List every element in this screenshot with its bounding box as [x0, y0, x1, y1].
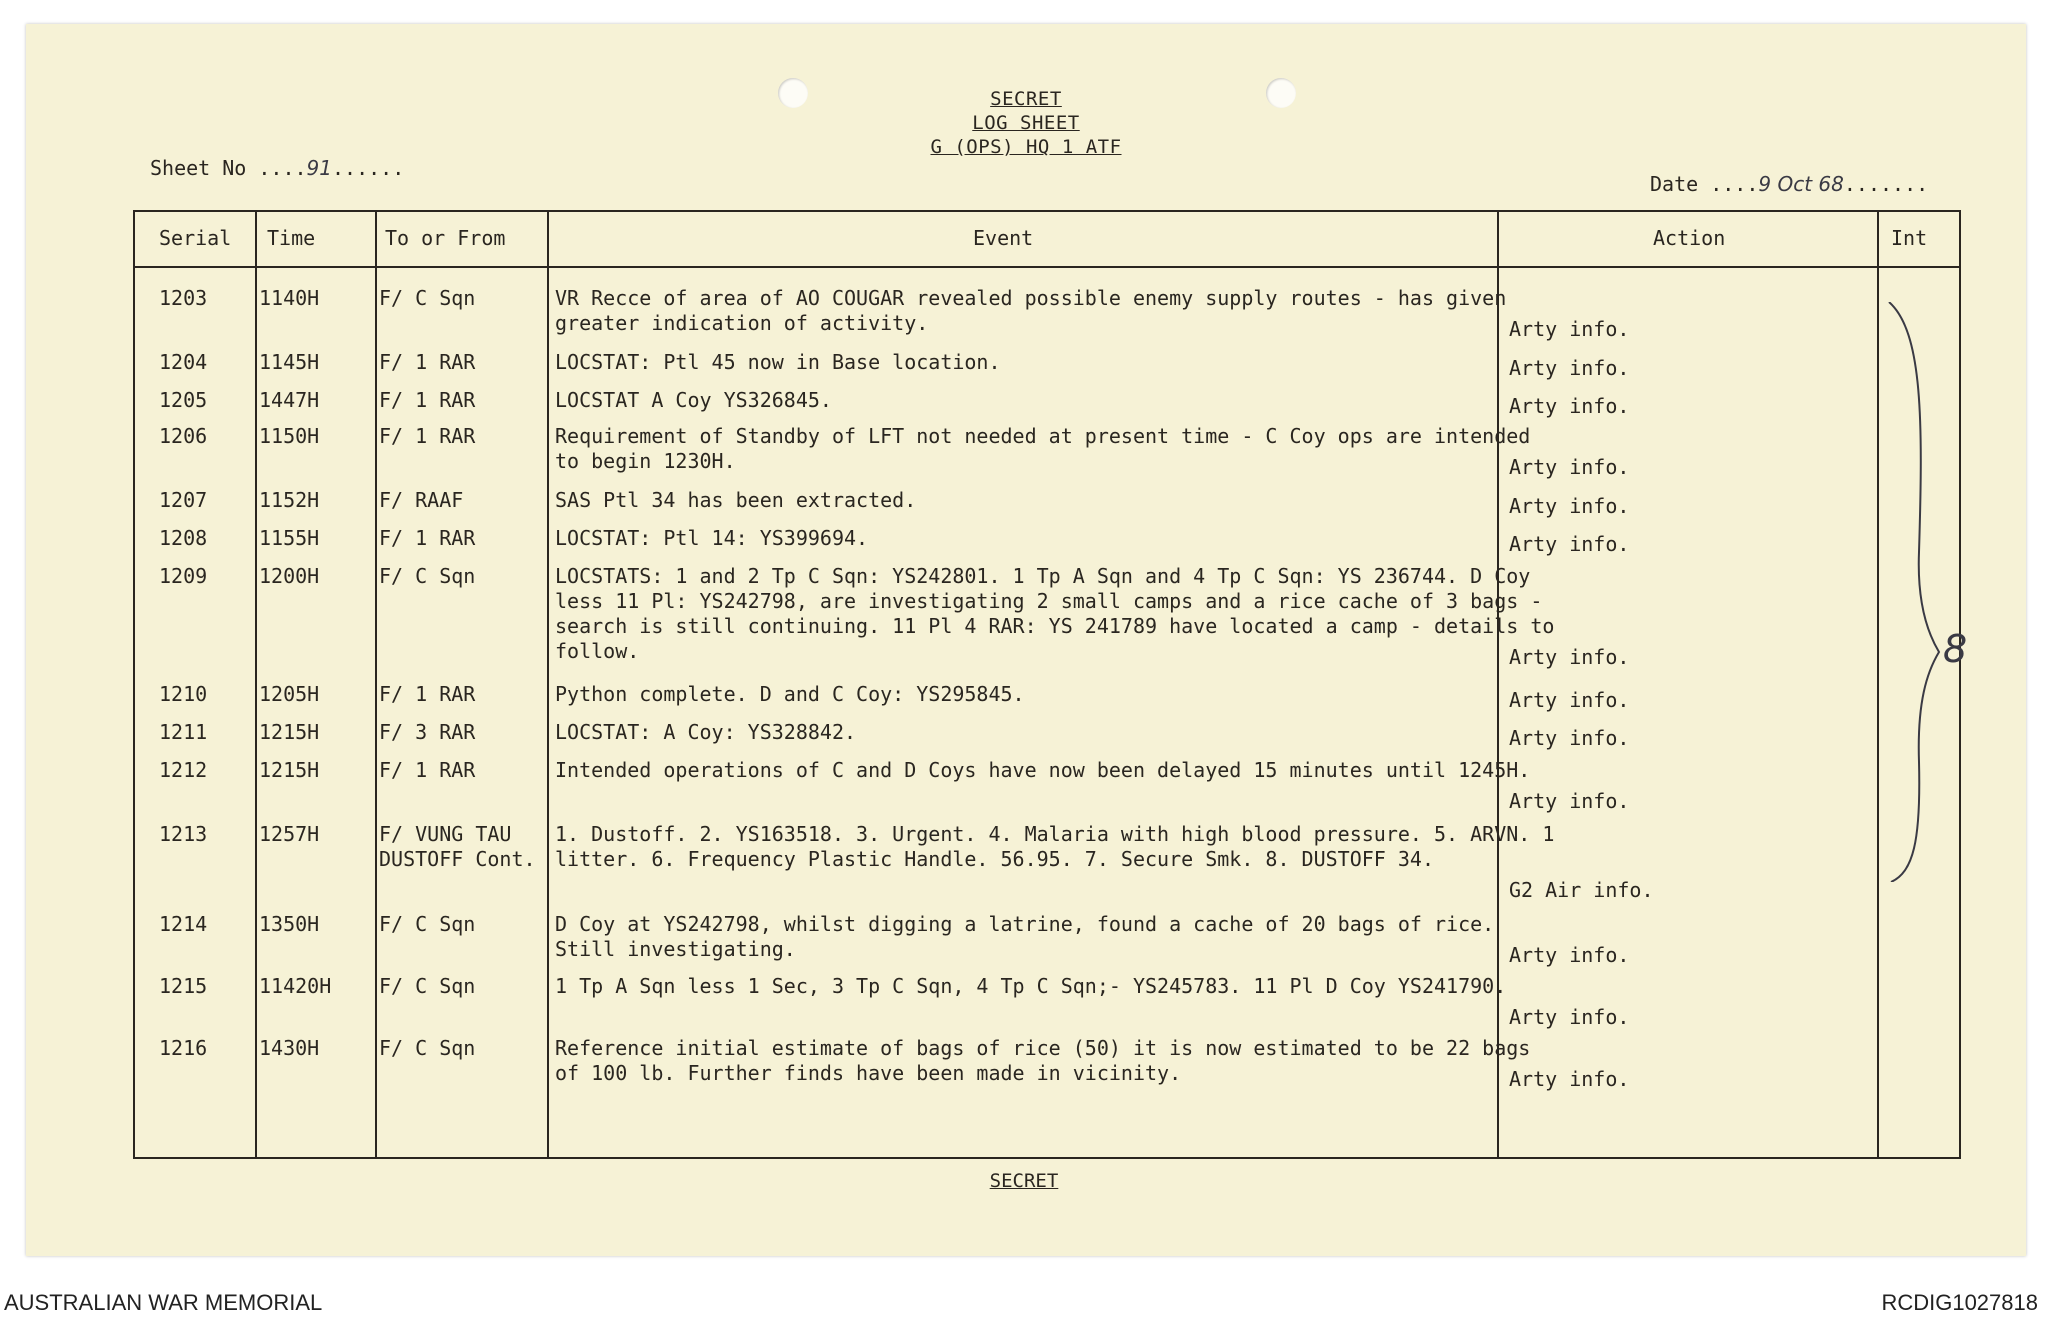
row-event: 1. Dustoff. 2. YS163518. 3. Urgent. 4. Malaria with high blood pressure. 5. ARVN. 1 litter. 6. Frequency Plastic Handle. 56.95. 7. Secure Smk. 8. DUSTOFF 34. [555, 822, 1555, 871]
row-action: Arty info. [1509, 726, 1630, 750]
date-label: Date [1650, 172, 1699, 196]
row-serial: 1207 [159, 488, 208, 512]
sheet-title: LOG SHEET [972, 112, 1080, 134]
row-event: D Coy at YS242798, whilst digging a latrine, found a cache of 20 bags of rice. Still investigating. [555, 912, 1495, 961]
row-from: F/ RAAF [379, 488, 464, 512]
row-from: F/ 1 RAR [379, 388, 476, 412]
row-serial: 1210 [159, 682, 208, 706]
row-time: 1430H [259, 1036, 320, 1060]
row-from: F/ C Sqn [379, 286, 476, 310]
classification-footer: SECRET [989, 1170, 1059, 1192]
credit-left: AUSTRALIAN WAR MEMORIAL [4, 1290, 323, 1315]
row-time: 1200H [259, 564, 320, 588]
row-serial: 1214 [159, 912, 208, 936]
row-time: 1152H [259, 488, 320, 512]
row-time: 1350H [259, 912, 320, 936]
row-from: F/ VUNG TAU DUSTOFF Cont. [379, 822, 536, 871]
row-event: LOCSTATS: 1 and 2 Tp C Sqn: YS242801. 1 Tp A Sqn and 4 Tp C Sqn: YS 236744. D Coy less 11 Pl: YS242798, are investigating 2 small camps and a rice cache of 3 bags - search is still continuing. 11 Pl 4 RAR: YS 241789 have located a camp - details to follow. [555, 564, 1555, 663]
row-event: 1 Tp A Sqn less 1 Sec, 3 Tp C Sqn, 4 Tp C Sqn;- YS245783. 11 Pl D Coy YS241790. [555, 974, 1507, 998]
row-action: Arty info. [1509, 943, 1630, 967]
row-action: Arty info. [1509, 789, 1630, 813]
row-event: LOCSTAT: A Coy: YS328842. [555, 720, 857, 744]
row-time: 1205H [259, 682, 320, 706]
row-action: Arty info. [1509, 1067, 1630, 1091]
row-action: Arty info. [1509, 688, 1630, 712]
row-serial: 1215 [159, 974, 208, 998]
row-event: LOCSTAT: Ptl 14: YS399694. [555, 526, 869, 550]
row-action: Arty info. [1509, 645, 1630, 669]
row-serial: 1206 [159, 424, 208, 448]
row-time: 1145H [259, 350, 320, 374]
row-action: Arty info. [1509, 317, 1630, 341]
classification-header: SECRET [990, 88, 1062, 110]
int-mark: 8 [1943, 627, 1968, 671]
row-from: F/ 1 RAR [379, 682, 476, 706]
row-event: VR Recce of area of AO COUGAR revealed possible enemy supply routes - has given greater indication of activity. [555, 286, 1507, 335]
col-header-action: Action [1653, 226, 1726, 250]
row-from: F/ C Sqn [379, 912, 476, 936]
row-time: 1215H [259, 720, 320, 744]
row-action: Arty info. [1509, 455, 1630, 479]
col-header-from: To or From [385, 226, 506, 250]
row-event: LOCSTAT: Ptl 45 now in Base location. [555, 350, 1001, 374]
row-event: Python complete. D and C Coy: YS295845. [555, 682, 1025, 706]
row-action: Arty info. [1509, 394, 1630, 418]
row-action: Arty info. [1509, 356, 1630, 380]
row-event: SAS Ptl 34 has been extracted. [555, 488, 917, 512]
row-time: 1140H [259, 286, 320, 310]
row-serial: 1216 [159, 1036, 208, 1060]
int-brace-mark [1883, 302, 1973, 882]
row-time: 1257H [259, 822, 320, 846]
unit-title: G (OPS) HQ 1 ATF [930, 136, 1122, 158]
row-serial: 1209 [159, 564, 208, 588]
row-serial: 1213 [159, 822, 208, 846]
date-value: 9 Oct 68 [1758, 172, 1844, 196]
row-event: Requirement of Standby of LFT not needed at present time - C Coy ops are intended to begin 1230H. [555, 424, 1531, 473]
row-action: Arty info. [1509, 1005, 1630, 1029]
row-from: F/ 1 RAR [379, 526, 476, 550]
row-time: 1447H [259, 388, 320, 412]
sheet-number-value: 91 [306, 156, 332, 180]
sheet-number-label: Sheet No [150, 156, 247, 180]
credit-right: RCDIG1027818 [1881, 1290, 2038, 1315]
row-action: G2 Air info. [1509, 878, 1654, 902]
row-serial: 1203 [159, 286, 208, 310]
row-action: Arty info. [1509, 494, 1630, 518]
row-time: 1150H [259, 424, 320, 448]
sheet-date: Date ....9 Oct 68....... [1650, 172, 1929, 196]
row-serial: 1205 [159, 388, 208, 412]
col-header-serial: Serial [159, 226, 232, 250]
row-from: F/ 1 RAR [379, 424, 476, 448]
col-header-time: Time [267, 226, 316, 250]
row-from: F/ C Sqn [379, 564, 476, 588]
row-from: F/ C Sqn [379, 1036, 476, 1060]
sheet-number: Sheet No ....91...... [150, 156, 405, 180]
row-action: Arty info. [1509, 532, 1630, 556]
row-time: 11420H [259, 974, 332, 998]
col-header-int: Int [1891, 226, 1928, 250]
row-serial: 1204 [159, 350, 208, 374]
row-serial: 1208 [159, 526, 208, 550]
row-from: F/ 1 RAR [379, 758, 476, 782]
row-event: Intended operations of C and D Coys have now been delayed 15 minutes until 1245H. [555, 758, 1531, 782]
row-from: F/ C Sqn [379, 974, 476, 998]
col-header-event: Event [973, 226, 1034, 250]
row-event: LOCSTAT A Coy YS326845. [555, 388, 832, 412]
row-from: F/ 3 RAR [379, 720, 476, 744]
row-serial: 1212 [159, 758, 208, 782]
row-from: F/ 1 RAR [379, 350, 476, 374]
row-time: 1215H [259, 758, 320, 782]
row-serial: 1211 [159, 720, 208, 744]
row-event: Reference initial estimate of bags of rice (50) it is now estimated to be 22 bags of 100 lb. Further finds have been made in vicinity. [555, 1036, 1531, 1085]
log-table [133, 210, 1968, 1159]
row-time: 1155H [259, 526, 320, 550]
